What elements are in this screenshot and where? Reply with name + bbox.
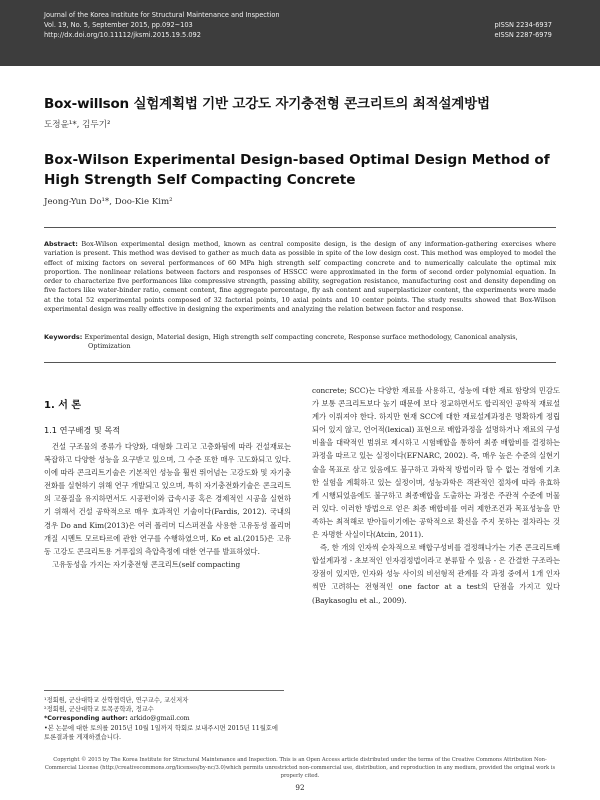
abstract-label: Abstract:	[44, 240, 78, 248]
keywords-text: Experimental design, Material design, High strength self compacting concrete, Response surface methodology, Canonical analysis, Optimization	[84, 333, 518, 351]
korean-title: Box-willson 실험계획법 기반 고강도 자기충전형 콘크리트의 최적설계방법	[44, 96, 490, 112]
keywords-label: Keywords:	[44, 333, 83, 341]
footnote: •본 논문에 대한 토의를 2015년 10월 1일까지 학회로 보내주시면 2015년 11월호에 토론결과를 게재하겠습니다.	[44, 724, 278, 741]
journal-volume: Vol. 19, No. 5, September 2015, pp.092~103	[44, 21, 193, 29]
keywords	[44, 333, 556, 352]
journal-header-bar	[0, 0, 600, 66]
journal-name: Journal of the Korea Institute for Structural Maintenance and Inspection	[44, 11, 280, 19]
left-column	[44, 396, 291, 571]
corresponding-author	[44, 714, 284, 723]
body-paragraph: 고유동성을 가지는 자기충전형 콘크리트(self compacting	[52, 559, 241, 569]
body-paragraph: concrete; SCC)는 다양한 재료를 사용하고, 성능에 대한 재료 함량의 민감도가 보통 콘크리트보다 높기 때문에 보다 정교하면서도 합리적인 공학적 재료설계가 이뤄져야 한다. 하지만 현재 SCC에 대한 재료설계과정은 명확하게 정립되어 있지 않고, 언어적(lexical) 표현으로 배합과정을 설명하거나 재료의 구성비율을 대략적인 범위로 제시하고 시험배합을 통하여 최종 배합비를 결정하는 과정을 따르고 있는 실정이다(EFNARC, 2002). 즉, 매우 높은 수준의 실현기술을 목표로 삼고 있음에도 불구하고 과학적 방법이라 할 수 없는 경험에 기초한 실험을 계획하고 있는 실정이며, 성능과학은 객관적인 절차에 따라 유효하게 시행되었음에도 불구하고 최종배합을 도출하는 과정은 주관적 수준에 머물러 있다. 이러한 방법으로 얻은 최종 배합비를 여러 제한조건과 목표성능을 만족하는 최적해로 받아들이기에는 공학적으로 확신을 주지 못하는 절차라는 것은 자명한 사실이다(Atcin, 2011).	[312, 386, 560, 540]
body-paragraph: 건설 구조물의 종류가 다양화, 대형화 그리고 고층화됨에 따라 건설재료는 복잡하고 다양한 성능을 요구받고 있으며, 그 수준 또한 매우 고도화되고 있다. 이에 따라 콘크리트기술은 기본적인 성능을 훨씬 뛰어넘는 고강도화 및 자기충전화를 실현하기 위해 연구 개발되고 있으며, 특히 자기충전화기술은 콘크리트의 고품질을 유지하면서도 시공편이와 급속시공 혹은 경제적인 시공을 실현하기 위해서 건설 공학적으로 매우 효과적인 기술이다(Fardis, 2012). 국내의 경우 Do and Kim(2013)은 여러 폴리머 디스퍼전을 사용한 고유동성 폴리머 개질 시멘트 모르타르에 관한 연구를 수행하였으며, Ko et al.(2015)은 고유동 고강도 콘크리트용 거푸집의 측압측정에 대한 연구를 발표하였다.	[44, 442, 291, 556]
right-column	[312, 384, 560, 607]
abstract	[44, 240, 556, 314]
abstract-bottom-rule	[44, 362, 556, 363]
pissn: pISSN 2234-6937	[494, 21, 552, 29]
footnote: ¹정회원, 군산대학교 산학협력단, 연구교수, 교신저자	[44, 697, 189, 704]
journal-doi-link[interactable]: http://dx.doi.org/10.11112/jksmi.2015.19.5.092	[44, 31, 201, 39]
issn-block	[495, 20, 552, 40]
abstract-text: Box-Wilson experimental design method, known as central composite design, is the design of any information-gathering exercises where variation is present. This method was devised to gather as much data as possible in spite of the low design cost. This method was employed to model the effect of mixing factors on several performances of 60 MPa high strength self compacting concrete and to numerically calculate the optimal mix proportion. The nonlinear relations between factors and responses of HSSCC were approximated in the form of second order polynomial equation. In order to characterize five performances like compressive strength, passing ability, segregation resistance, manufacturing cost and density depending on five factors like water-binder ratio, cement content, fine aggregate percentage, fly ash content and superplasticizer content, the experiments were made at the total 52 experimental points composed of 32 factorial points, 10 axial points and 10 center points. The study results showed that Box-Wilson experimental design was really effective in designing the experiments and analyzing the relation between factor and response.	[44, 240, 556, 314]
subsection-heading: 1.1 연구배경 및 목적	[44, 425, 121, 435]
english-authors: Jeong-Yun Do¹*, Doo-Kie Kim²	[44, 197, 173, 207]
copyright-notice: Copyright © 2015 by The Korea Institute for Structural Maintenance and Inspection. This is an Open Access article distributed under the terms of the Creative Commons Attribution Non-Commercial License (http://creativecommons.org/licenses/by-nc/3.0)which permits unrestricted non-commercial use, distribution, and reproduction in any medium, provided the original work is properly cited.	[44, 757, 556, 779]
english-title: Box-Wilson Experimental Design-based Optimal Design Method of High Strength Self Compacting Concrete	[44, 152, 550, 188]
section-heading: 1. 서 론	[44, 400, 82, 411]
footnotes	[44, 690, 284, 742]
corresponding-email[interactable]: arkido@gmail.com	[129, 715, 190, 723]
corresponding-label: *Corresponding author:	[44, 715, 128, 723]
journal-info	[44, 10, 280, 40]
page-number: 92	[295, 783, 305, 792]
footnote: ²정회원, 군산대학교 토목공학과, 정교수	[44, 706, 154, 714]
korean-authors: 도정윤¹*, 김두기²	[44, 120, 111, 130]
eissn: eISSN 2287-6979	[494, 31, 552, 39]
body-paragraph: 즉, 한 개의 인자씩 순차적으로 배합구성비를 결정해나가는 기존 콘크리트배합설계과정 - 초보적인 인자검정법이라고 분류할 수 있음 - 은 간결한 구조라는 장점이 있지만, 인자와 성능 사이의 비선형적 관계를 각 과정 중에서 1개 인자씩만 고려하는 전형적인 one factor at a test의 단점을 가지고 있다(Baykasoglu et al., 2009).	[312, 543, 560, 605]
abstract-top-rule	[44, 227, 556, 228]
